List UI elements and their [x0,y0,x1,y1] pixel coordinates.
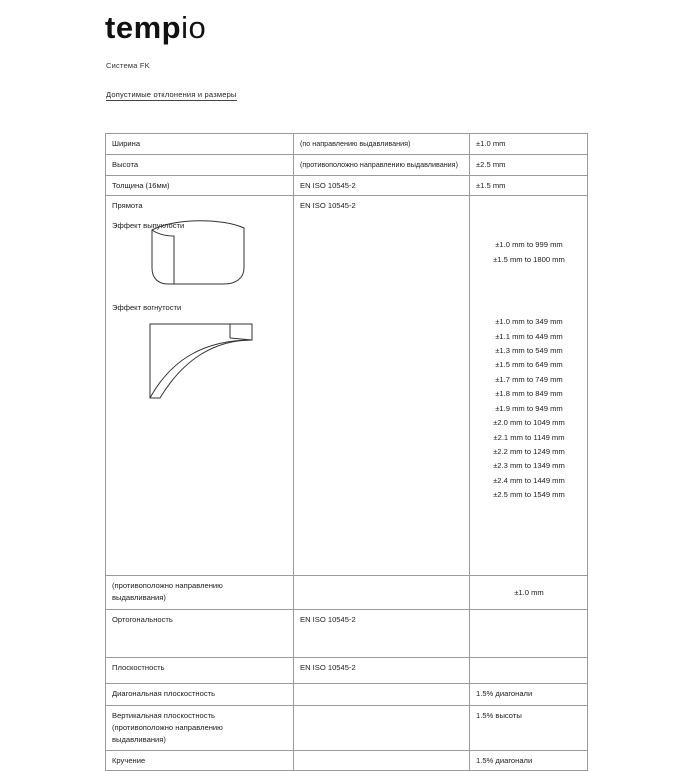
tolerance-value: ±2.4 mm to 1449 mm [493,475,565,485]
row-value-diagonal-flatness: 1.5% диагонали [470,684,588,706]
row-values-straightness [470,196,588,576]
straightness-label: Прямота [112,201,143,211]
table-row [106,684,588,706]
tolerance-value: ±1.1 mm to 449 mm [495,331,563,341]
row-standard-straightness: EN ISO 10545-2 [294,196,470,576]
table-row [106,706,588,750]
concave-tile-figure [144,318,266,406]
row-standard-empty [294,576,470,610]
tolerance-value: ±2.2 mm to 1249 mm [493,446,565,456]
row-value-opposite-direction: ±1.0 mm [470,576,588,610]
specifications-table [105,133,588,771]
brand-logo-part2: io [181,10,207,45]
row-label-width: Ширина [106,134,294,155]
row-value-warpage: 1.5% диагонали [470,750,588,771]
row-label-opposite-direction [106,576,294,610]
concave-effect-label: Эффект вогнутости [112,303,182,313]
table-row [106,610,588,658]
tolerance-value: ±1.5 mm to 1800 mm [493,254,565,264]
row-label-height: Высота [106,154,294,175]
row-label-diagonal-flatness: Диагональная плоскостность [106,684,294,706]
section-title: Допустимые отклонения и размеры [106,90,237,99]
row-label-flatness: Плоскостность [106,658,294,684]
row-value-vertical-flatness: 1.5% высоты [470,706,588,750]
table-row [106,175,588,196]
table-row [106,576,588,610]
tolerance-value: ±1.7 mm to 749 mm [495,374,563,384]
tolerance-value: ±1.3 mm to 549 mm [495,345,563,355]
tolerance-value: ±1.9 mm to 949 mm [495,403,563,413]
table-row [106,196,588,576]
document-subtitle: Система FK [106,61,150,70]
row-standard-diagonal-flatness [294,684,470,706]
concave-effect-label-wrap [112,302,181,314]
row-standard-height: (противоположно направлению выдавливания) [294,154,470,175]
brand-logo [105,12,206,43]
row-label-line2: (противоположно направлению [112,723,223,733]
convex-tolerance-list [476,200,582,267]
concave-tolerance-list [476,267,582,502]
tolerance-value: ±1.0 mm to 999 mm [495,240,563,250]
table-row [106,658,588,684]
brand-logo-part1: temp [105,10,182,45]
row-value-width: ±1.0 mm [470,134,588,155]
row-value-orthogonality [470,610,588,658]
table-row [106,154,588,175]
table-row [106,750,588,771]
convex-effect-label: Эффект выпуклости [112,221,185,231]
tolerance-value: ±2.5 mm to 1549 mm [493,490,565,500]
row-label-straightness [106,196,294,576]
row-label-thickness: Толщина (16мм) [106,175,294,196]
row-standard-width: (по направлению выдавливания) [294,134,470,155]
row-value-height: ±2.5 mm [470,154,588,175]
row-value-thickness: ±1.5 mm [470,175,588,196]
row-label-orthogonality: Ортогональность [106,610,294,658]
row-label-vertical-flatness [106,706,294,750]
row-standard-vertical-flatness [294,706,470,750]
row-standard-orthogonality: EN ISO 10545-2 [294,610,470,658]
row-label-line2: выдавливания) [112,593,166,603]
tolerance-value: ±2.0 mm to 1049 mm [493,418,565,428]
row-value-flatness [470,658,588,684]
row-standard-flatness: EN ISO 10545-2 [294,658,470,684]
tolerance-value: ±2.3 mm to 1349 mm [493,461,565,471]
row-label-line3: выдавливания) [112,734,166,744]
row-label-line1: Вертикальная плоскостность [112,711,216,721]
table-row [106,134,588,155]
tolerance-value: ±2.1 mm to 1149 mm [493,432,565,442]
tolerance-value: ±1.0 mm to 349 mm [495,317,563,327]
row-standard-thickness: EN ISO 10545-2 [294,175,470,196]
convex-tile-figure [144,216,254,288]
tolerance-value: ±1.5 mm to 649 mm [495,360,563,370]
tolerance-value: ±1.8 mm to 849 mm [495,389,563,399]
row-standard-warpage [294,750,470,771]
row-label-line1: (противоположно направлению [112,581,223,591]
row-label-warpage: Кручение [106,750,294,771]
